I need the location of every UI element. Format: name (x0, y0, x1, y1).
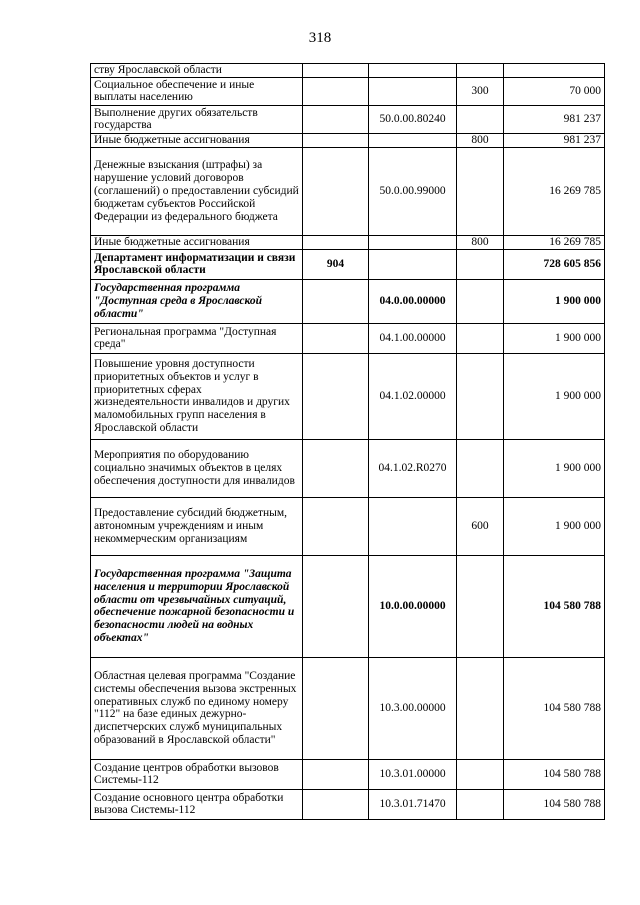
target-article-cell: 04.1.00.00000 (369, 323, 457, 353)
department-code-cell (303, 235, 369, 249)
target-article-cell (369, 249, 457, 279)
amount-cell: 104 580 788 (504, 555, 605, 657)
amount-cell: 104 580 788 (504, 789, 605, 819)
table-row (91, 759, 605, 789)
expense-type-cell (457, 249, 504, 279)
department-code-cell (303, 279, 369, 323)
table-row (91, 235, 605, 249)
target-article-cell (369, 497, 457, 555)
table-row (91, 439, 605, 497)
department-code-cell (303, 439, 369, 497)
department-code-cell (303, 323, 369, 353)
amount-cell: 1 900 000 (504, 497, 605, 555)
target-article-cell (369, 64, 457, 78)
target-article-cell: 10.3.01.00000 (369, 759, 457, 789)
item-name-cell: Создание основного центра обработки вызова Системы-112 (91, 789, 303, 819)
expense-type-cell (457, 105, 504, 133)
table-row (91, 133, 605, 147)
table-row (91, 249, 605, 279)
department-code-cell (303, 789, 369, 819)
department-code-cell: 904 (303, 249, 369, 279)
item-name-cell: Выполнение других обязательств государства (91, 105, 303, 133)
department-code-cell (303, 555, 369, 657)
expense-type-cell (457, 439, 504, 497)
table-row (91, 279, 605, 323)
amount-cell: 70 000 (504, 77, 605, 105)
table-row (91, 323, 605, 353)
amount-cell (504, 64, 605, 78)
expense-type-cell: 800 (457, 133, 504, 147)
expense-type-cell: 800 (457, 235, 504, 249)
amount-cell: 728 605 856 (504, 249, 605, 279)
department-code-cell (303, 353, 369, 439)
amount-cell: 16 269 785 (504, 235, 605, 249)
item-name-cell: Создание центров обработки вызовов Системы-112 (91, 759, 303, 789)
page-number: 318 (308, 30, 332, 46)
expense-type-cell (457, 555, 504, 657)
department-code-cell (303, 77, 369, 105)
amount-cell: 104 580 788 (504, 759, 605, 789)
target-article-cell: 10.3.01.71470 (369, 789, 457, 819)
department-code-cell (303, 657, 369, 759)
item-name-cell: Департамент информатизации и связи Ярославской области (91, 249, 303, 279)
item-name-cell: ству Ярославской области (91, 64, 303, 78)
item-name-cell: Региональная программа "Доступная среда" (91, 323, 303, 353)
expense-type-cell: 300 (457, 77, 504, 105)
table-row (91, 147, 605, 235)
amount-cell: 1 900 000 (504, 439, 605, 497)
table-row (91, 497, 605, 555)
department-code-cell (303, 759, 369, 789)
table-row (91, 64, 605, 78)
table-row (91, 555, 605, 657)
item-name-cell: Государственная программа "Защита населения и территории Ярославской области от чрезвычайных ситуаций, обеспечение пожарной безопасности и безопасности людей на водных объектах" (91, 555, 303, 657)
amount-cell: 104 580 788 (504, 657, 605, 759)
expense-type-cell (457, 789, 504, 819)
item-name-cell: Предоставление субсидий бюджетным, автономным учреждениям и иным некоммерческим организациям (91, 497, 303, 555)
item-name-cell: Денежные взыскания (штрафы) за нарушение условий договоров (соглашений) о предоставлении субсидий бюджетам субъектов Российской Федерации из федерального бюджета (91, 147, 303, 235)
department-code-cell (303, 147, 369, 235)
target-article-cell (369, 77, 457, 105)
table-row (91, 789, 605, 819)
target-article-cell: 04.0.00.00000 (369, 279, 457, 323)
budget-table-body (91, 64, 605, 820)
item-name-cell: Повышение уровня доступности приоритетных объектов и услуг в приоритетных сферах жизнедеятельности инвалидов и других маломобильных групп населения в Ярославской области (91, 353, 303, 439)
expense-type-cell: 600 (457, 497, 504, 555)
department-code-cell (303, 64, 369, 78)
target-article-cell: 50.0.00.80240 (369, 105, 457, 133)
target-article-cell (369, 133, 457, 147)
target-article-cell: 10.3.00.00000 (369, 657, 457, 759)
item-name-cell: Социальное обеспечение и иные выплаты населению (91, 77, 303, 105)
table-row (91, 657, 605, 759)
expense-type-cell (457, 323, 504, 353)
item-name-cell: Государственная программа "Доступная среда в Ярославской области" (91, 279, 303, 323)
expense-type-cell (457, 759, 504, 789)
expense-type-cell (457, 147, 504, 235)
item-name-cell: Областная целевая программа "Создание системы обеспечения вызова экстренных оперативных служб по единому номеру "112" на базе единых дежурно-диспетчерских служб муниципальных образований в Ярославской области" (91, 657, 303, 759)
expense-type-cell (457, 279, 504, 323)
amount-cell: 16 269 785 (504, 147, 605, 235)
table-row (91, 353, 605, 439)
item-name-cell: Мероприятия по оборудованию социально значимых объектов в целях обеспечения доступности для инвалидов (91, 439, 303, 497)
item-name-cell: Иные бюджетные ассигнования (91, 133, 303, 147)
department-code-cell (303, 497, 369, 555)
target-article-cell: 04.1.02.00000 (369, 353, 457, 439)
table-row (91, 77, 605, 105)
department-code-cell (303, 133, 369, 147)
expense-type-cell (457, 353, 504, 439)
target-article-cell: 10.0.00.00000 (369, 555, 457, 657)
department-code-cell (303, 105, 369, 133)
amount-cell: 981 237 (504, 105, 605, 133)
target-article-cell: 50.0.00.99000 (369, 147, 457, 235)
amount-cell: 1 900 000 (504, 323, 605, 353)
amount-cell: 981 237 (504, 133, 605, 147)
amount-cell: 1 900 000 (504, 279, 605, 323)
target-article-cell (369, 235, 457, 249)
expense-type-cell (457, 64, 504, 78)
budget-table (90, 63, 605, 820)
expense-type-cell (457, 657, 504, 759)
table-row (91, 105, 605, 133)
item-name-cell: Иные бюджетные ассигнования (91, 235, 303, 249)
target-article-cell: 04.1.02.R0270 (369, 439, 457, 497)
amount-cell: 1 900 000 (504, 353, 605, 439)
